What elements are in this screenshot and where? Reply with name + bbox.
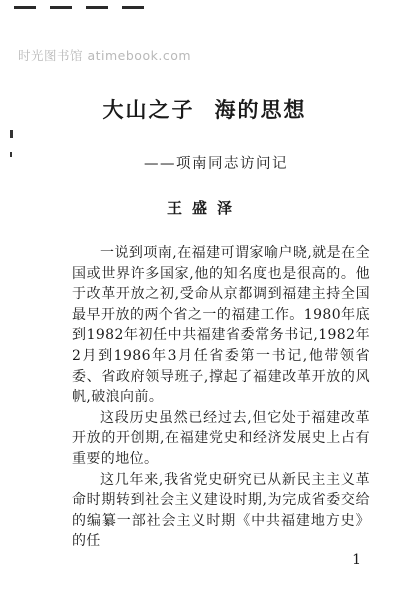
paragraph: 一说到项南,在福建可谓家喻户晓,就是在全国或世界许多国家,他的知名度也是很高的。他于改革开放之初,受命从京都调到福建主持全国最早开放的两个省之一的福建工作。1980年底到1982年初任中共福建省委常务书记,1982年2月到1986年3月任省委第一书记,他带领省委、省政府领导班子,撑起了福建改革开放的风帆,破浪向前。: [72, 245, 370, 406]
page-number: 1: [352, 552, 361, 568]
paragraph: 这几年来,我省党史研究已从新民主主义革命时期转到社会主义建设时期,为完成省委交给的编纂一部社会主义时期《中共福建地方史》的任: [72, 471, 370, 550]
page-title: [0, 94, 409, 124]
header-rule-marks: [14, 6, 144, 9]
margin-mark: [10, 152, 12, 157]
title-part-1: 大山之子: [102, 98, 195, 122]
author-name: 王盛泽: [166, 199, 242, 217]
paragraph: 这段历史虽然已经过去,但它处于福建改革开放的开创期,在福建党史和经济发展史上占有重要的地位。: [72, 409, 370, 467]
subtitle: ——项南同志访问记: [144, 156, 288, 172]
margin-mark: [10, 130, 13, 138]
watermark-text: 时光图书馆 atimebook.com: [18, 48, 192, 63]
article-body: [72, 243, 370, 552]
title-part-2: 海的思想: [214, 98, 307, 122]
